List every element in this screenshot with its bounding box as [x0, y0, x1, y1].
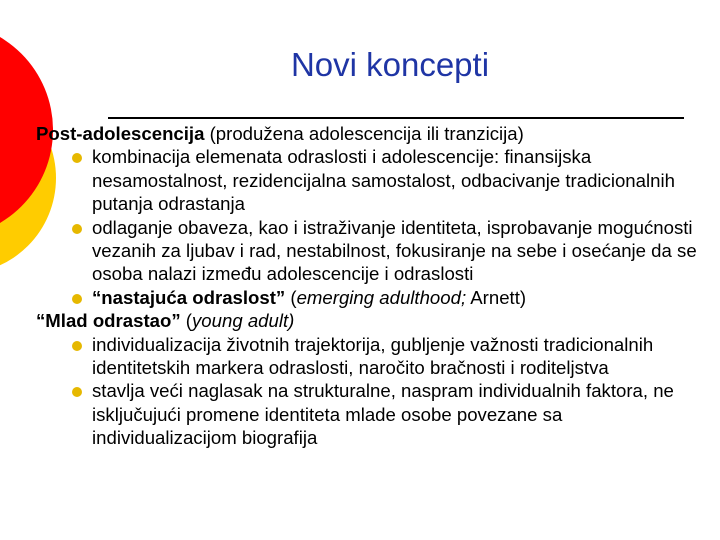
section-heading: Post-adolescencija	[36, 123, 205, 144]
bullet-icon	[72, 153, 82, 163]
list-item-text: kombinacija elemenata odraslosti i adolescencije: finansijska nesamostalnost, rezidencijalna samostalost, odbacivanje tradicionalnih putanja odrastanja	[92, 146, 675, 215]
list-item	[36, 286, 712, 309]
term-separator: (	[285, 286, 297, 308]
section-heading-detail: (produžena adolescencija ili tranzicija)	[204, 123, 524, 144]
slide-title: Novi koncepti	[290, 46, 490, 83]
list-item	[36, 379, 712, 449]
section-heading-english: young adult)	[192, 310, 295, 332]
list-item	[36, 333, 712, 380]
slide-content	[36, 122, 712, 450]
section-post-adolescencija	[36, 122, 712, 145]
list-item	[36, 216, 712, 286]
section-mlad-odrastao	[36, 309, 712, 332]
title-underline	[108, 117, 684, 119]
list-item-text: individualizacija životnih trajektorija, gubljenje važnosti tradicionalnih identitetskih markera odraslosti, naročito bračnosti i roditeljstva	[92, 333, 654, 379]
term-author: Arnett)	[466, 286, 527, 308]
bullet-icon	[72, 224, 82, 234]
term-bold: “nastajuća odraslost”	[92, 286, 286, 308]
bullet-icon	[72, 387, 82, 397]
section-heading-separator: (	[180, 310, 192, 332]
list-item-text: stavlja veći naglasak na strukturalne, naspram individualnih faktora, ne isključujući promene identiteta mlade osobe povezane sa individualizacijom biografija	[92, 380, 674, 449]
section-heading: “Mlad odrastao”	[36, 310, 181, 332]
bullet-icon	[72, 294, 82, 304]
bullet-icon	[72, 341, 82, 351]
list-item-text: odlaganje obaveza, kao i istraživanje identiteta, isprobavanje mogućnosti vezanih za ljubav i rad, nestabilnost, fokusiranje na sebe i osećanje da se osoba nalazi između adolescencije i odraslosti	[92, 216, 697, 285]
list-item	[36, 145, 712, 215]
term-english: emerging adulthood;	[296, 286, 467, 308]
